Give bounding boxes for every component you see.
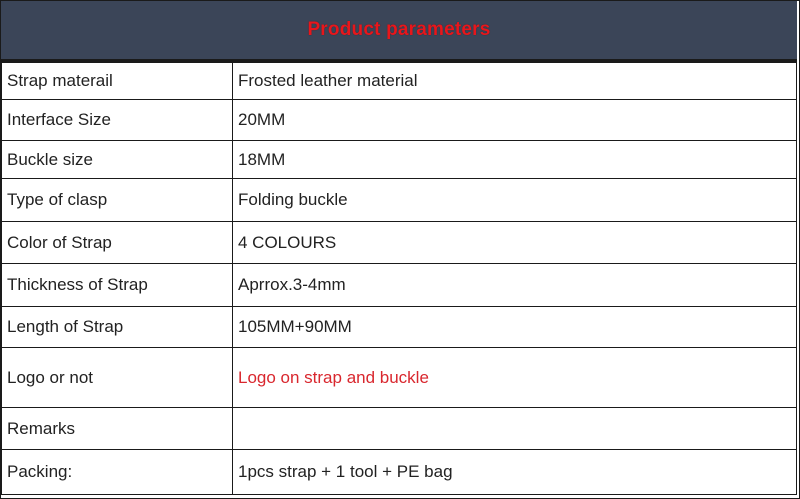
row-value: 1pcs strap + 1 tool + PE bag xyxy=(233,450,797,495)
table-row xyxy=(2,408,797,450)
row-value: Frosted leather material xyxy=(233,63,797,100)
row-value: Logo on strap and buckle xyxy=(233,348,797,408)
table-row xyxy=(2,222,797,264)
row-label: Thickness of Strap xyxy=(2,264,233,307)
row-value: 4 COLOURS xyxy=(233,222,797,264)
table-row xyxy=(2,348,797,408)
row-label: Color of Strap xyxy=(2,222,233,264)
row-value: 20MM xyxy=(233,100,797,141)
row-label: Length of Strap xyxy=(2,307,233,348)
table-row xyxy=(2,450,797,495)
row-value: 105MM+90MM xyxy=(233,307,797,348)
row-label: Strap materail xyxy=(2,63,233,100)
row-value: Aprrox.3-4mm xyxy=(233,264,797,307)
row-label: Remarks xyxy=(2,408,233,450)
table-row xyxy=(2,141,797,179)
table-row xyxy=(2,100,797,141)
table-row xyxy=(2,307,797,348)
table-row xyxy=(2,264,797,307)
page-title: Product parameters xyxy=(307,19,491,40)
product-parameters-table xyxy=(1,62,797,495)
row-label: Interface Size xyxy=(2,100,233,141)
table-header xyxy=(1,1,797,62)
table-row xyxy=(2,63,797,100)
row-label: Logo or not xyxy=(2,348,233,408)
row-label: Packing: xyxy=(2,450,233,495)
table-row xyxy=(2,179,797,222)
row-label: Buckle size xyxy=(2,141,233,179)
row-value xyxy=(233,408,797,450)
row-label: Type of clasp xyxy=(2,179,233,222)
row-value: 18MM xyxy=(233,141,797,179)
row-value: Folding buckle xyxy=(233,179,797,222)
